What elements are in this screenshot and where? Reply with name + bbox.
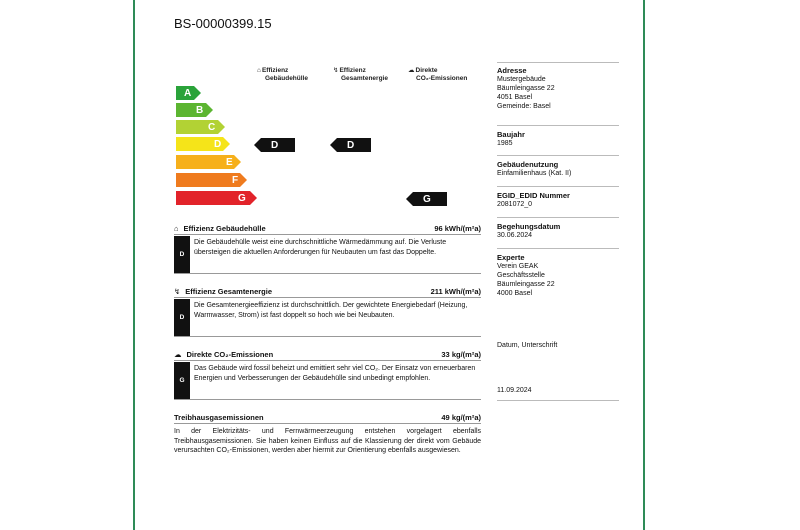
cloud-icon: ☁ bbox=[408, 67, 415, 74]
rating-marker-total: D bbox=[337, 138, 371, 152]
sidebar-divider bbox=[497, 186, 619, 187]
page-border-left bbox=[133, 0, 135, 530]
sidebar-divider bbox=[497, 62, 619, 63]
column-header-total: ↯Effizienz Gesamtenergie bbox=[333, 67, 388, 82]
section-total-text: Die Gesamtenergieeffizienz ist durchschnittlich. Der gewichtete Energiebedarf (Heizung, Warmwasser, Strom) ist fast doppelt so hoch wie bei Neubauten. bbox=[194, 302, 468, 319]
column-header-co2: ☁Direkte CO₂-Emissionen bbox=[408, 67, 468, 82]
house-icon: ⌂ bbox=[257, 67, 261, 74]
section-envelope-class: D bbox=[174, 236, 190, 273]
sidebar-divider bbox=[497, 155, 619, 156]
sidebar-expert: Experte Verein GEAK Geschäftsstelle Bäumleingasse 22 4000 Basel bbox=[497, 253, 555, 297]
sidebar-divider bbox=[497, 248, 619, 249]
scale-bar-g: G bbox=[176, 191, 250, 205]
section-total-title: Effizienz Gesamtenergie bbox=[185, 287, 272, 296]
sidebar-address: Adresse Mustergebäude Bäumleingasse 22 4051 Basel Gemeinde: Basel bbox=[497, 66, 555, 110]
scale-bar-a: A bbox=[176, 86, 194, 100]
lightning-icon: ↯ bbox=[174, 287, 181, 296]
scale-bar-b: B bbox=[176, 103, 206, 117]
section-co2-body bbox=[174, 362, 481, 400]
section-co2-title: Direkte CO₂-Emissionen bbox=[186, 350, 274, 359]
section-envelope-body bbox=[174, 236, 481, 274]
section-co2-text: Das Gebäude wird fossil beheizt und emittiert sehr viel CO₂. Der Einsatz von erneuerbaren Energien und Verbesserungen der Gebäudehülle sind unbedingt empfohlen. bbox=[194, 365, 476, 382]
sidebar-inspection: Begehungsdatum 30.06.2024 bbox=[497, 222, 561, 239]
section-envelope-header bbox=[174, 224, 481, 235]
sidebar-divider bbox=[497, 400, 619, 401]
house-icon: ⌂ bbox=[174, 224, 179, 233]
column-header-envelope: ⌂Effizienz Gebäudehülle bbox=[257, 67, 308, 82]
section-total-class: D bbox=[174, 299, 190, 336]
cloud-icon: ☁ bbox=[174, 350, 182, 359]
section-envelope-title: Effizienz Gebäudehülle bbox=[183, 224, 266, 233]
rating-marker-envelope: D bbox=[261, 138, 295, 152]
section-co2-class: G bbox=[174, 362, 190, 399]
sidebar-divider bbox=[497, 217, 619, 218]
section-total-body bbox=[174, 299, 481, 337]
section-envelope-value: 96 kWh/(m²a) bbox=[434, 224, 481, 233]
lightning-icon: ↯ bbox=[333, 67, 339, 74]
sidebar-usage: Gebäudenutzung Einfamilienhaus (Kat. II) bbox=[497, 160, 572, 177]
document-id: BS-00000399.15 bbox=[174, 16, 272, 31]
section-ghg-title: Treibhausgasemissionen bbox=[174, 413, 264, 422]
section-ghg-header bbox=[174, 413, 481, 424]
sidebar-egid: EGID_EDID Nummer 2081072_0 bbox=[497, 191, 570, 208]
sidebar-divider bbox=[497, 125, 619, 126]
section-co2-header bbox=[174, 350, 481, 361]
scale-bar-e: E bbox=[176, 155, 234, 169]
scale-bar-c: C bbox=[176, 120, 218, 134]
signature-label: Datum, Unterschrift bbox=[497, 342, 558, 349]
section-envelope-text: Die Gebäudehülle weist eine durchschnittliche Wärmedämmung auf. Die Verluste übersteigen die aktuellen Anforderungen für Neubauten um fast das Doppelte. bbox=[194, 239, 447, 256]
section-total-header bbox=[174, 287, 481, 298]
section-total-value: 211 kWh/(m²a) bbox=[430, 287, 481, 296]
page-border-right bbox=[643, 0, 645, 530]
section-ghg-text: In der Elektrizitäts- und Fernwärmeerzeugung entstehen vorgelagert ebenfalls Treibhausgasemissionen. Sie haben keinen Einfluss auf die Klassierung der direkt vom Gebäude verursachten CO₂-Emissionen, werden aber hiermit zur Orientierung ebenfalls ausgewiesen. bbox=[174, 428, 481, 454]
scale-bar-d: D bbox=[176, 137, 223, 151]
scale-bar-f: F bbox=[176, 173, 240, 187]
section-ghg-value: 49 kg/(m²a) bbox=[441, 413, 481, 422]
section-co2-value: 33 kg/(m²a) bbox=[441, 350, 481, 359]
signature-date: 11.09.2024 bbox=[497, 387, 532, 394]
rating-marker-co2: G bbox=[413, 192, 447, 206]
sidebar-year: Baujahr 1985 bbox=[497, 130, 525, 147]
